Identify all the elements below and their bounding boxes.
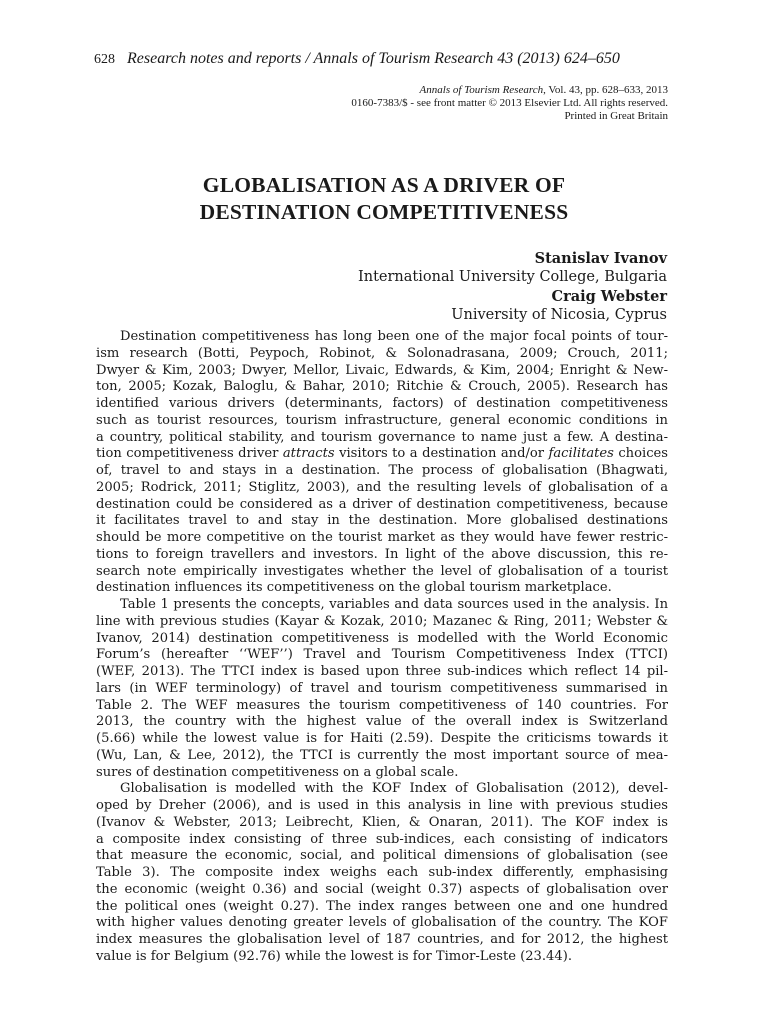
text-line: of, travel to and stays in a destination. The process of globalisation (Bhagwati, bbox=[96, 463, 668, 478]
text-line: search note empirically investigates whether the level of globalisation of a tourist bbox=[96, 563, 668, 579]
article-title bbox=[0, 172, 768, 226]
text-line: oped by Dreher (2006), and is used in this analysis in line with previous studies bbox=[96, 798, 668, 813]
publication-info-line-1 bbox=[351, 84, 668, 97]
author-block bbox=[358, 249, 667, 325]
text-line: value is for Belgium (92.76) while the lowest is for Timor-Leste (23.44). bbox=[96, 948, 572, 964]
volume-pages: , Vol. 43, pp. 628–633, 2013 bbox=[543, 84, 668, 96]
emphasis: facilitates bbox=[548, 446, 614, 462]
text-line: Globalisation is modelled with the KOF Index of Globalisation (2012), devel- bbox=[120, 781, 668, 797]
author-name: Craig Webster bbox=[551, 288, 667, 305]
publication-info bbox=[351, 84, 668, 123]
text-line: 2013, the country with the highest value of the overall index is Switzerland bbox=[96, 714, 668, 730]
title-line-1: GLOBALISATION AS A DRIVER OF bbox=[202, 173, 566, 197]
body-paragraph bbox=[96, 781, 668, 965]
text-line: (5.66) while the lowest value is for Haiti (2.59). Despite the criticisms towards it bbox=[96, 731, 668, 746]
text-line: tion competitiveness driver attracts visitors to a destination and/or facilitates choices bbox=[96, 446, 668, 462]
text-line: Table 2. The WEF measures the tourism competitiveness of 140 countries. For bbox=[96, 697, 668, 713]
text-line: that measure the economic, social, and political dimensions of globalisation (see bbox=[96, 848, 668, 864]
text-line: (Ivanov & Webster, 2013; Leibrecht, Klien, & Onaran, 2011). The KOF index is bbox=[96, 814, 668, 830]
emphasis: attracts bbox=[282, 446, 335, 462]
text-line: Dwyer & Kim, 2003; Dwyer, Mellor, Livaic, Edwards, & Kim, 2004; Enright & New- bbox=[96, 362, 668, 378]
running-head bbox=[94, 50, 694, 68]
text-line: ton, 2005; Kozak, Baloglu, & Bahar, 2010; Ritchie & Crouch, 2005). Research has bbox=[96, 379, 668, 395]
text-line: line with previous studies (Kayar & Kozak, 2010; Mazanec & Ring, 2011; Webster & bbox=[96, 613, 668, 629]
text-line: a country, political stability, and tourism governance to name just a few. A destina- bbox=[96, 429, 668, 445]
text-line: 2005; Rodrick, 2011; Stiglitz, 2003), and the resulting levels of globalisation of a bbox=[96, 479, 668, 495]
text-line: Table 3). The composite index weighs each sub-index differently, emphasising bbox=[96, 865, 668, 880]
text-line: Ivanov, 2014) destination competitiveness is modelled with the World Economic bbox=[96, 630, 668, 646]
text-line: ism research (Botti, Peypoch, Robinot, & Solonadrasana, 2009; Crouch, 2011; bbox=[96, 345, 668, 361]
text-line: the economic (weight 0.36) and social (weight 0.37) aspects of globalisation over bbox=[96, 881, 668, 897]
text-line: with higher values denoting greater levels of globalisation of the country. The KOF bbox=[96, 915, 668, 931]
page-number: 628 bbox=[94, 52, 115, 67]
text-line: identified various drivers (determinants, factors) of destination competitiveness bbox=[96, 396, 668, 411]
author-affiliation: International University College, Bulgaria bbox=[358, 269, 667, 285]
journal-name: Annals of Tourism Research bbox=[419, 84, 544, 96]
text-line: Table 1 presents the concepts, variables and data sources used in the analysis. In bbox=[120, 597, 668, 612]
running-head-text: Research notes and reports / Annals of Tourism Research 43 (2013) 624–650 bbox=[127, 50, 620, 67]
text-line: sures of destination competitiveness on a global scale. bbox=[96, 764, 459, 780]
text-line: (Wu, Lan, & Lee, 2012), the TTCI is currently the most important source of mea- bbox=[96, 747, 668, 763]
text-line: Destination competitiveness has long been one of the major focal points of tour- bbox=[120, 329, 668, 344]
body-paragraph bbox=[96, 597, 668, 781]
printed-in-line: Printed in Great Britain bbox=[564, 110, 668, 122]
text-line: a composite index consisting of three sub-indices, each consisting of indicators bbox=[96, 831, 668, 847]
text-line: such as tourist resources, tourism infrastructure, general economic conditions in bbox=[96, 412, 668, 428]
author-affiliation: University of Nicosia, Cyprus bbox=[451, 307, 667, 323]
text-line: should be more competitive on the tourist market as they would have fewer restric- bbox=[96, 530, 668, 545]
article-body bbox=[96, 329, 668, 966]
text-line: Forum’s (hereafter ‘‘WEF’’) Travel and Tourism Competitiveness Index (TTCI) bbox=[96, 647, 668, 663]
text-line: lars (in WEF terminology) of travel and tourism competitiveness summarised in bbox=[96, 680, 668, 696]
copyright-line: 0160-7383/$ - see front matter © 2013 Elsevier Ltd. All rights reserved. bbox=[351, 97, 668, 109]
title-line-2: DESTINATION COMPETITIVENESS bbox=[199, 200, 569, 224]
text-line: it facilitates travel to and stay in the destination. More globalised destinations bbox=[96, 513, 668, 529]
text-line: (WEF, 2013). The TTCI index is based upon three sub-indices which reflect 14 pil- bbox=[96, 664, 668, 679]
text-line: tions to foreign travellers and investors. In light of the above discussion, this re- bbox=[96, 546, 668, 562]
text-line: destination could be considered as a driver of destination competitiveness, because bbox=[96, 496, 668, 512]
text-line: the political ones (weight 0.27). The index ranges between one and one hundred bbox=[96, 898, 668, 914]
text-line: destination influences its competitiveness on the global tourism marketplace. bbox=[96, 580, 612, 596]
author-name: Stanislav Ivanov bbox=[534, 250, 667, 267]
text-line: index measures the globalisation level of 187 countries, and for 2012, the highest bbox=[96, 932, 668, 947]
body-paragraph bbox=[96, 329, 668, 597]
